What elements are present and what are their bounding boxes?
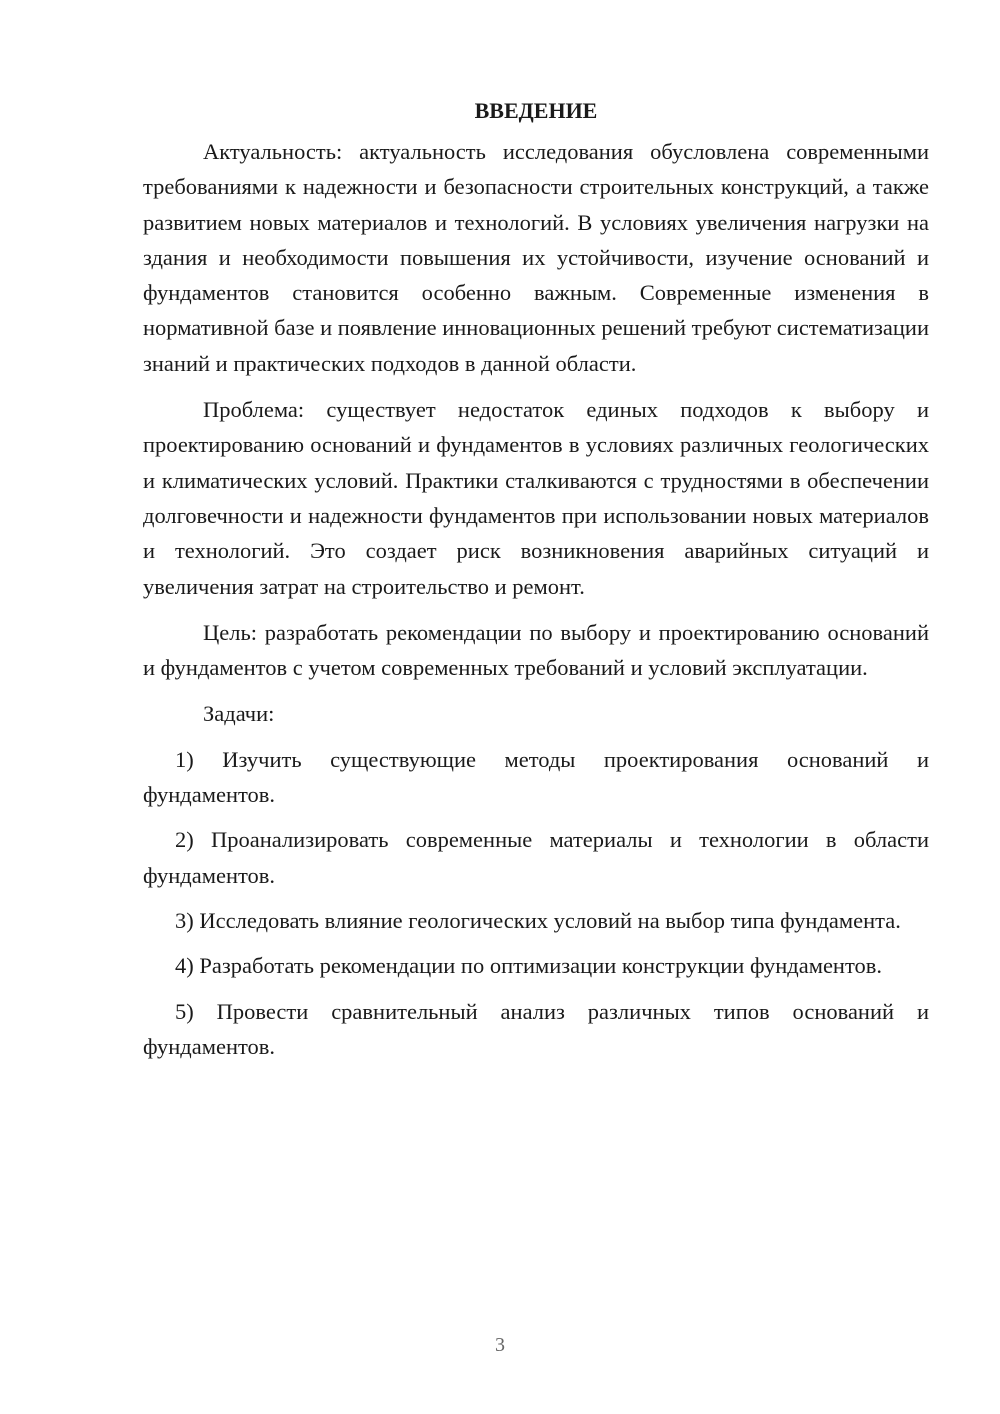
paragraph-goal: Цель: разработать рекомендации по выбору и проектированию оснований и фундаментов с учетом современных требований и условий эксплуатации. <box>143 619 929 681</box>
task-item-3: 3) Исследовать влияние геологических условий на выбор типа фундамента. <box>175 907 901 933</box>
paragraph-relevance: Актуальность: актуальность исследования обусловлена современными требованиями к надежности и безопасности строительных конструкций, а также развитием новых материалов и технологий. В условиях увеличения нагрузки на здания и необходимости повышения их устойчивости, изучение оснований и фундаментов становится особенно важным. Современные изменения в нормативной базе и появление инновационных решений требуют систематизации знаний и практических подходов в данной области. <box>143 139 929 376</box>
section-title: ВВЕДЕНИЕ <box>474 98 598 123</box>
task-item-2: 2) Проанализировать современные материалы и технологии в области фундаментов. <box>143 827 929 888</box>
page-number: 3 <box>495 1334 505 1356</box>
task-item-4: 4) Разработать рекомендации по оптимизации конструкции фундаментов. <box>175 953 883 979</box>
page-content <box>143 96 929 1064</box>
task-item-1: 1) Изучить существующие методы проектирования оснований и фундаментов. <box>143 746 929 808</box>
task-item-5: 5) Провести сравнительный анализ различных типов оснований и фундаментов. <box>143 998 929 1059</box>
paragraph-problem: Проблема: существует недостаток единых подходов к выбору и проектированию оснований и фундаментов в условиях различных геологических и климатических условий. Практики сталкиваются с трудностями в обеспечении долговечности и надежности фундаментов при использовании новых материалов и технологий. Это создает риск возникновения аварийных ситуаций и увеличения затрат на строительство и ремонт. <box>143 397 929 599</box>
tasks-heading: Задачи: <box>203 701 275 727</box>
